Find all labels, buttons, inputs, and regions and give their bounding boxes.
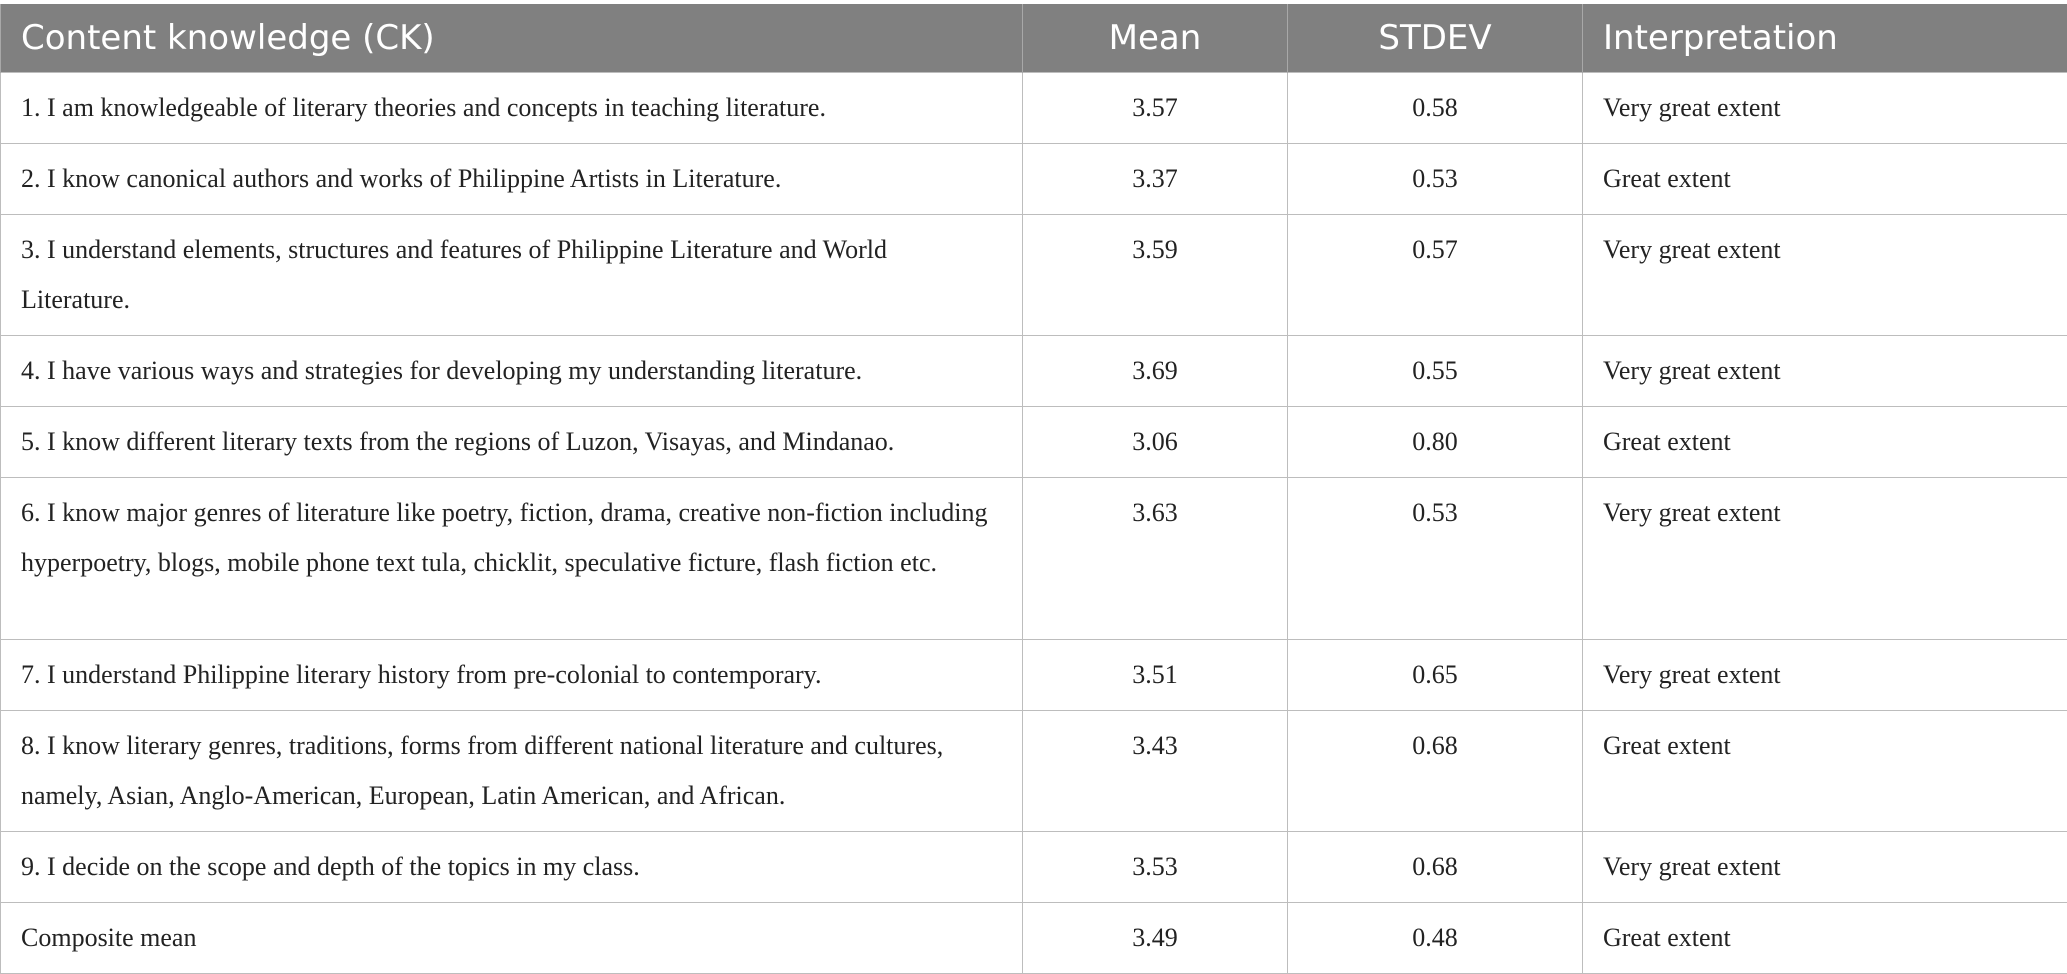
item-cell: 2. I know canonical authors and works of Philippine Artists in Literature. xyxy=(1,144,1023,215)
interpretation-cell: Great extent xyxy=(1583,407,2067,478)
table-row xyxy=(1,711,2067,832)
mean-cell: 3.51 xyxy=(1023,640,1288,711)
interpretation-cell: Very great extent xyxy=(1583,215,2067,336)
table-row xyxy=(1,336,2067,407)
table-row xyxy=(1,478,2067,640)
stdev-cell: 0.48 xyxy=(1288,903,1583,974)
item-cell: 5. I know different literary texts from the regions of Luzon, Visayas, and Mindanao. xyxy=(1,407,1023,478)
item-cell: 6. I know major genres of literature like poetry, fiction, drama, creative non-fiction including hyperpoetry, blogs, mobile phone text tula, chicklit, speculative ficture, flash fiction etc. xyxy=(1,478,1023,640)
item-cell: 7. I understand Philippine literary history from pre-colonial to contemporary. xyxy=(1,640,1023,711)
interpretation-cell: Very great extent xyxy=(1583,640,2067,711)
header-row xyxy=(1,4,2067,73)
header-mean: Mean xyxy=(1023,4,1288,73)
stdev-cell: 0.80 xyxy=(1288,407,1583,478)
mean-cell: 3.37 xyxy=(1023,144,1288,215)
interpretation-cell: Very great extent xyxy=(1583,832,2067,903)
item-cell: 1. I am knowledgeable of literary theories and concepts in teaching literature. xyxy=(1,73,1023,144)
interpretation-cell: Very great extent xyxy=(1583,73,2067,144)
table-row xyxy=(1,215,2067,336)
table-row xyxy=(1,73,2067,144)
table-row xyxy=(1,832,2067,903)
item-cell: 3. I understand elements, structures and features of Philippine Literature and World Literature. xyxy=(1,215,1023,336)
stdev-cell: 0.65 xyxy=(1288,640,1583,711)
item-cell: 4. I have various ways and strategies for developing my understanding literature. xyxy=(1,336,1023,407)
stdev-cell: 0.53 xyxy=(1288,478,1583,640)
interpretation-cell: Very great extent xyxy=(1583,336,2067,407)
stdev-cell: 0.68 xyxy=(1288,711,1583,832)
interpretation-cell: Very great extent xyxy=(1583,478,2067,640)
item-cell: 9. I decide on the scope and depth of the topics in my class. xyxy=(1,832,1023,903)
mean-cell: 3.06 xyxy=(1023,407,1288,478)
mean-cell: 3.69 xyxy=(1023,336,1288,407)
stdev-cell: 0.58 xyxy=(1288,73,1583,144)
mean-cell: 3.53 xyxy=(1023,832,1288,903)
mean-cell: 3.57 xyxy=(1023,73,1288,144)
table-row xyxy=(1,640,2067,711)
content-knowledge-table xyxy=(0,4,2067,974)
mean-cell: 3.63 xyxy=(1023,478,1288,640)
stdev-cell: 0.57 xyxy=(1288,215,1583,336)
stdev-cell: 0.55 xyxy=(1288,336,1583,407)
table-container xyxy=(0,4,2067,974)
mean-cell: 3.59 xyxy=(1023,215,1288,336)
header-stdev: STDEV xyxy=(1288,4,1583,73)
interpretation-cell: Great extent xyxy=(1583,144,2067,215)
stdev-cell: 0.53 xyxy=(1288,144,1583,215)
mean-cell: 3.49 xyxy=(1023,903,1288,974)
table-row xyxy=(1,144,2067,215)
item-cell: 8. I know literary genres, traditions, forms from different national literature and cultures, namely, Asian, Anglo-American, European, Latin American, and African. xyxy=(1,711,1023,832)
mean-cell: 3.43 xyxy=(1023,711,1288,832)
interpretation-cell: Great extent xyxy=(1583,711,2067,832)
composite-row xyxy=(1,903,2067,974)
item-cell: Composite mean xyxy=(1,903,1023,974)
header-interpretation: Interpretation xyxy=(1583,4,2067,73)
stdev-cell: 0.68 xyxy=(1288,832,1583,903)
header-content-knowledge: Content knowledge (CK) xyxy=(1,4,1023,73)
table-row xyxy=(1,407,2067,478)
interpretation-cell: Great extent xyxy=(1583,903,2067,974)
